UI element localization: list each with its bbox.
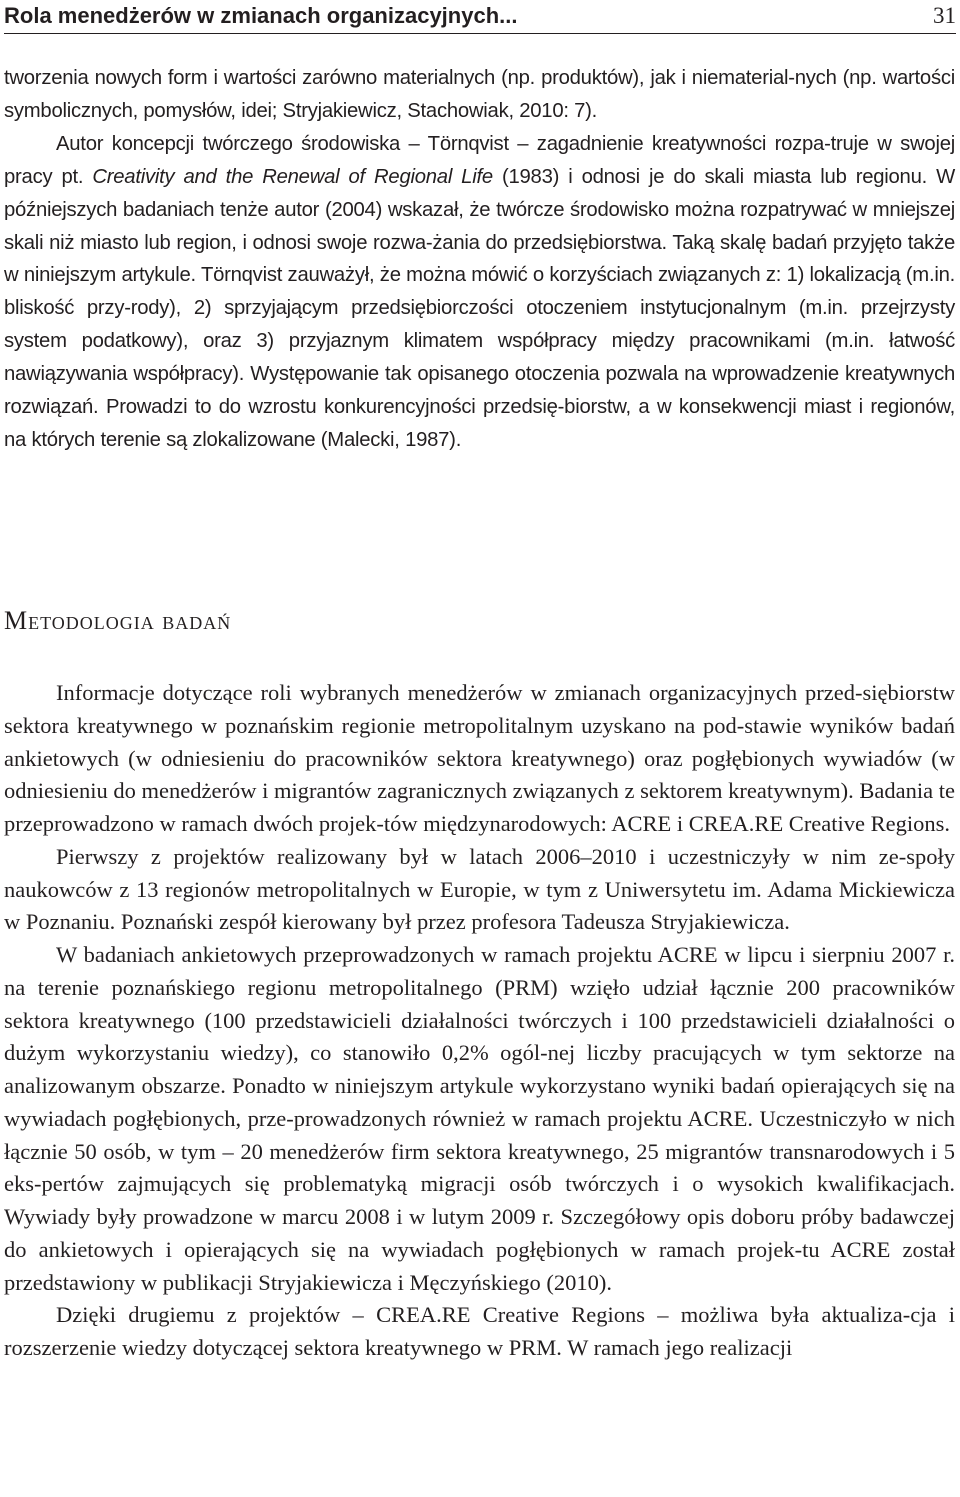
- header-divider: [4, 33, 956, 34]
- section-body: [4, 677, 955, 1365]
- intro-text-before-title: Autor koncepcji twórczego środowiska – Törnqvist – zagadnienie kreatywności rozpa-truje w swojej pracy pt.: [4, 132, 955, 188]
- section-paragraph-4: Dzięki drugiemu z projektów – CREA.RE Creative Regions – możliwa była aktualiza-cja i rozszerzenie wiedzy dotyczącej sektora kreatywnego w PRM. W ramach jego realizacji: [4, 1302, 955, 1360]
- intro-paragraph-1: tworzenia nowych form i wartości zarówno materialnych (np. produktów), jak i niematerial-nych (np. wartości symbolicznych, pomysłów, idei; Stryjakiewicz, Stachowiak, 2010: 7).: [4, 67, 955, 122]
- intro-paragraph-2: [4, 128, 955, 457]
- intro-text-after-title: (1983) i odnosi je do skali miasta lub regionu. W późniejszych badaniach tenże autor (2004) wskazał, że twórcze środowisko można rozpatrywać w mniejszej skali niż miasto lub region, i odnosi swoje rozwa-żania do przedsiębiorstwa. Taką skalę badań przyjęto także w niniejszym artykule. Törnqvist zauważył, że można mówić o korzyściach związanych z: 1) lokalizacją (m.in. bliskość przy-rody), 2) sprzyjającym przedsiębiorczości otoczeniem instytucjonalnym (m.in. przejrzysty system podatkowy), oraz 3) przyjaznym klimatem współpracy między pracownikami (m.in. łatwość nawiązywania współpracy). Występowanie tak opisanego otoczenia pozwala na wprowadzenie kreatywnych rozwiązań. Prowadzi to do wzrostu konkurencyjności przedsię-biorstw, a w konsekwencji miast i regionów, na których terenie są zlokalizowane (Malecki, 1987).: [4, 165, 955, 451]
- running-header: [4, 0, 956, 36]
- section-paragraph-1: Informacje dotyczące roli wybranych menedżerów w zmianach organizacyjnych przed-siębiorstw sektora kreatywnego w poznańskim regionie metropolitalnym uzyskano na pod-stawie wyników badań ankietowych (w odniesieniu do pracowników sektora kreatywnego) oraz pogłębionych wywiadów (w odniesieniu do menedżerów i migrantów zagranicznych związanych z sektorem kreatywnym). Badania te przeprowadzono w ramach dwóch projek-tów międzynarodowych: ACRE i CREA.RE Creative Regions.: [4, 680, 955, 836]
- section-paragraph-3: W badaniach ankietowych przeprowadzonych w ramach projektu ACRE w lipcu i sierpniu 2007 r. na terenie poznańskiego regionu metropolitalnego (PRM) wzięło udział łącznie 200 pracowników sektora kreatywnego (100 przedstawicieli działalności twórczych i 100 przedstawicieli działalności o dużym wykorzystaniu wiedzy), co stanowiło 0,2% ogól-nej liczby pracujących w tym sektorze na analizowanym obszarze. Ponadto w niniejszym artykule wykorzystano wyniki badań opierających się na wywiadach pogłębionych, prze-prowadzonych również w ramach projektu ACRE. Uczestniczyło w nich łącznie 50 osób, w tym – 20 menedżerów firm sektora kreatywnego, 25 migrantów transnarodowych i 5 eks-pertów zajmujących się problematyką migracji osób twórczych i o wysokich kwalifikacjach. Wywiady były prowadzone w marcu 2008 i w lutym 2009 r. Szczegółowy opis doboru próby badawczej do ankietowych i opierających się na wywiadach pogłębionych w ramach projek-tu ACRE został przedstawiony w publikacji Stryjakiewicza i Męczyńskiego (2010).: [4, 942, 955, 1295]
- section-paragraph-2: Pierwszy z projektów realizowany był w latach 2006–2010 i uczestniczyły w nim ze-społy naukowców z 13 regionów metropolitalnych w Europie, w tym z Uniwersytetu im. Adama Mickiewicza w Poznaniu. Poznański zespół kierowany był przez profesora Tadeusza Stryjakiewicza.: [4, 843, 955, 935]
- page-number: 31: [933, 3, 956, 28]
- section-heading: Metodologia badań: [4, 606, 232, 635]
- running-title: Rola menedżerów w zmianach organizacyjnych...: [4, 3, 518, 28]
- book-title: Creativity and the Renewal of Regional Life: [92, 165, 493, 188]
- intro-text: [4, 62, 955, 457]
